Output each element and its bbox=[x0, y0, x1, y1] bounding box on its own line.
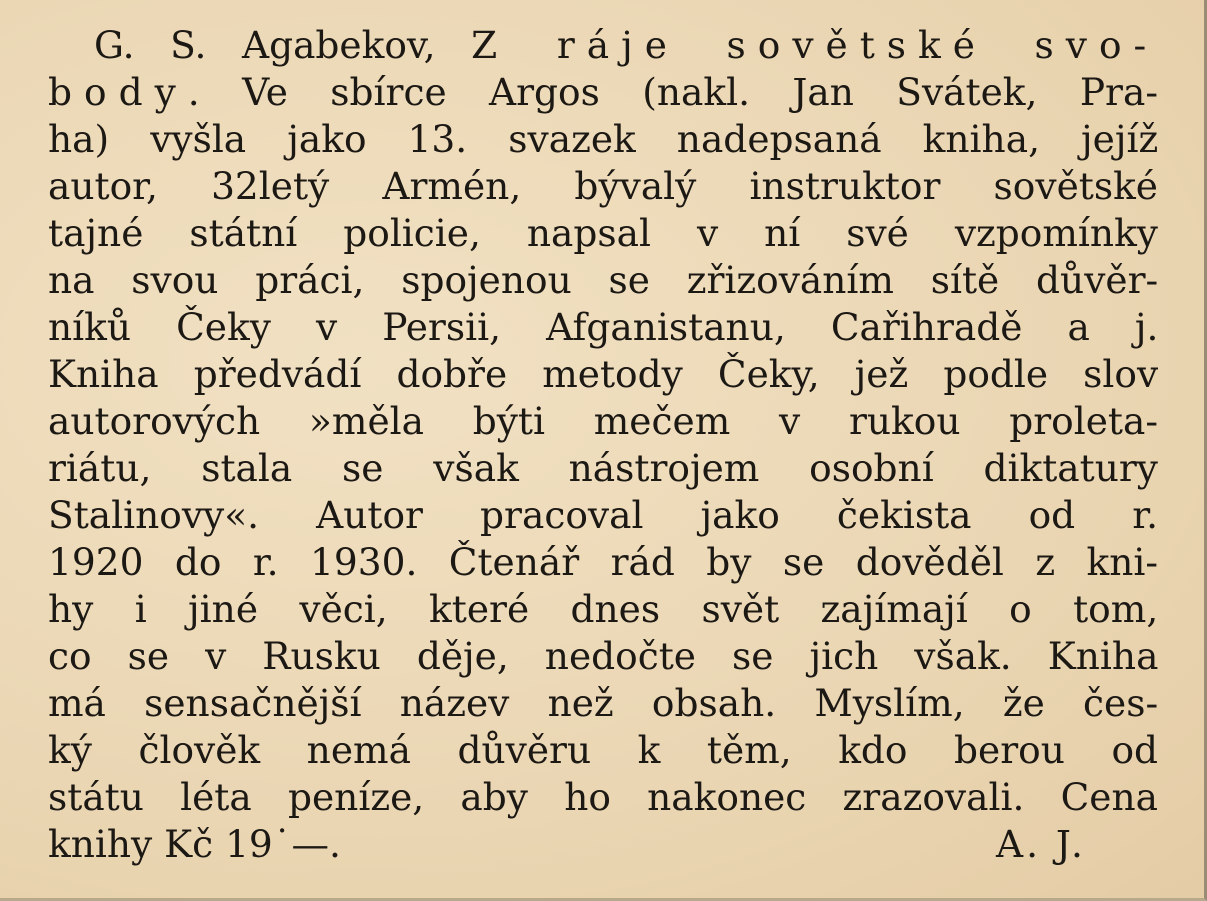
article-line-17: státu léta peníze, aby ho nakonec zrazovali. Cena bbox=[48, 775, 1158, 819]
article-line-14: co se v Rusku děje, nedočte se jich však. Kniha bbox=[48, 634, 1158, 678]
article-line-2-text: . Ve sbírce Argos (nakl. Jan Svátek, Pra- bbox=[187, 70, 1158, 114]
article-line-9: autorových »měla býti mečem v rukou proleta- bbox=[48, 399, 1158, 443]
book-title-spaced: Z ráje sovětské svo- bbox=[471, 23, 1158, 67]
article-line-1 bbox=[48, 22, 1158, 69]
article-line-15: má sensačnější název než obsah. Myslím, že čes- bbox=[48, 681, 1158, 725]
author-signature: A. J. bbox=[996, 822, 1086, 866]
article-line-6: na svou práci, spojenou se zřizováním sítě důvěr- bbox=[48, 258, 1158, 302]
article-line-7: níků Čeky v Persii, Afganistanu, Cařihradě a j. bbox=[48, 305, 1158, 349]
article-line-11: Stalinovy«. Autor pracoval jako čekista od r. bbox=[48, 493, 1158, 537]
article-line-16: ký člověk nemá důvěru k těm, kdo berou od bbox=[48, 728, 1158, 772]
article-line-13: hy i jiné věci, které dnes svět zajímají o tom, bbox=[48, 587, 1158, 631]
article-line-8: Kniha předvádí dobře metody Čeky, jež podle slov bbox=[48, 352, 1158, 396]
article-line-5: tajné státní policie, napsal v ní své vzpomínky bbox=[48, 211, 1158, 255]
article-line-4: autor, 32letý Armén, bývalý instruktor sovětské bbox=[48, 164, 1158, 208]
article-line-2 bbox=[48, 69, 1158, 116]
article-line-10: riátu, stala se však nástrojem osobní diktatury bbox=[48, 446, 1158, 490]
book-review-article bbox=[48, 22, 1158, 868]
article-line-12: 1920 do r. 1930. Čtenář rád by se dověděl z kni- bbox=[48, 540, 1158, 584]
article-closing-line bbox=[48, 821, 1158, 868]
book-title-spaced-end: body bbox=[48, 70, 188, 114]
article-line-3: ha) vyšla jako 13. svazek nadepsaná kniha, jejíž bbox=[48, 117, 1158, 161]
price-text: knihy Kč 19˙—. bbox=[48, 822, 341, 866]
author-and-title-prefix: G. S. Agabekov, bbox=[94, 23, 472, 67]
